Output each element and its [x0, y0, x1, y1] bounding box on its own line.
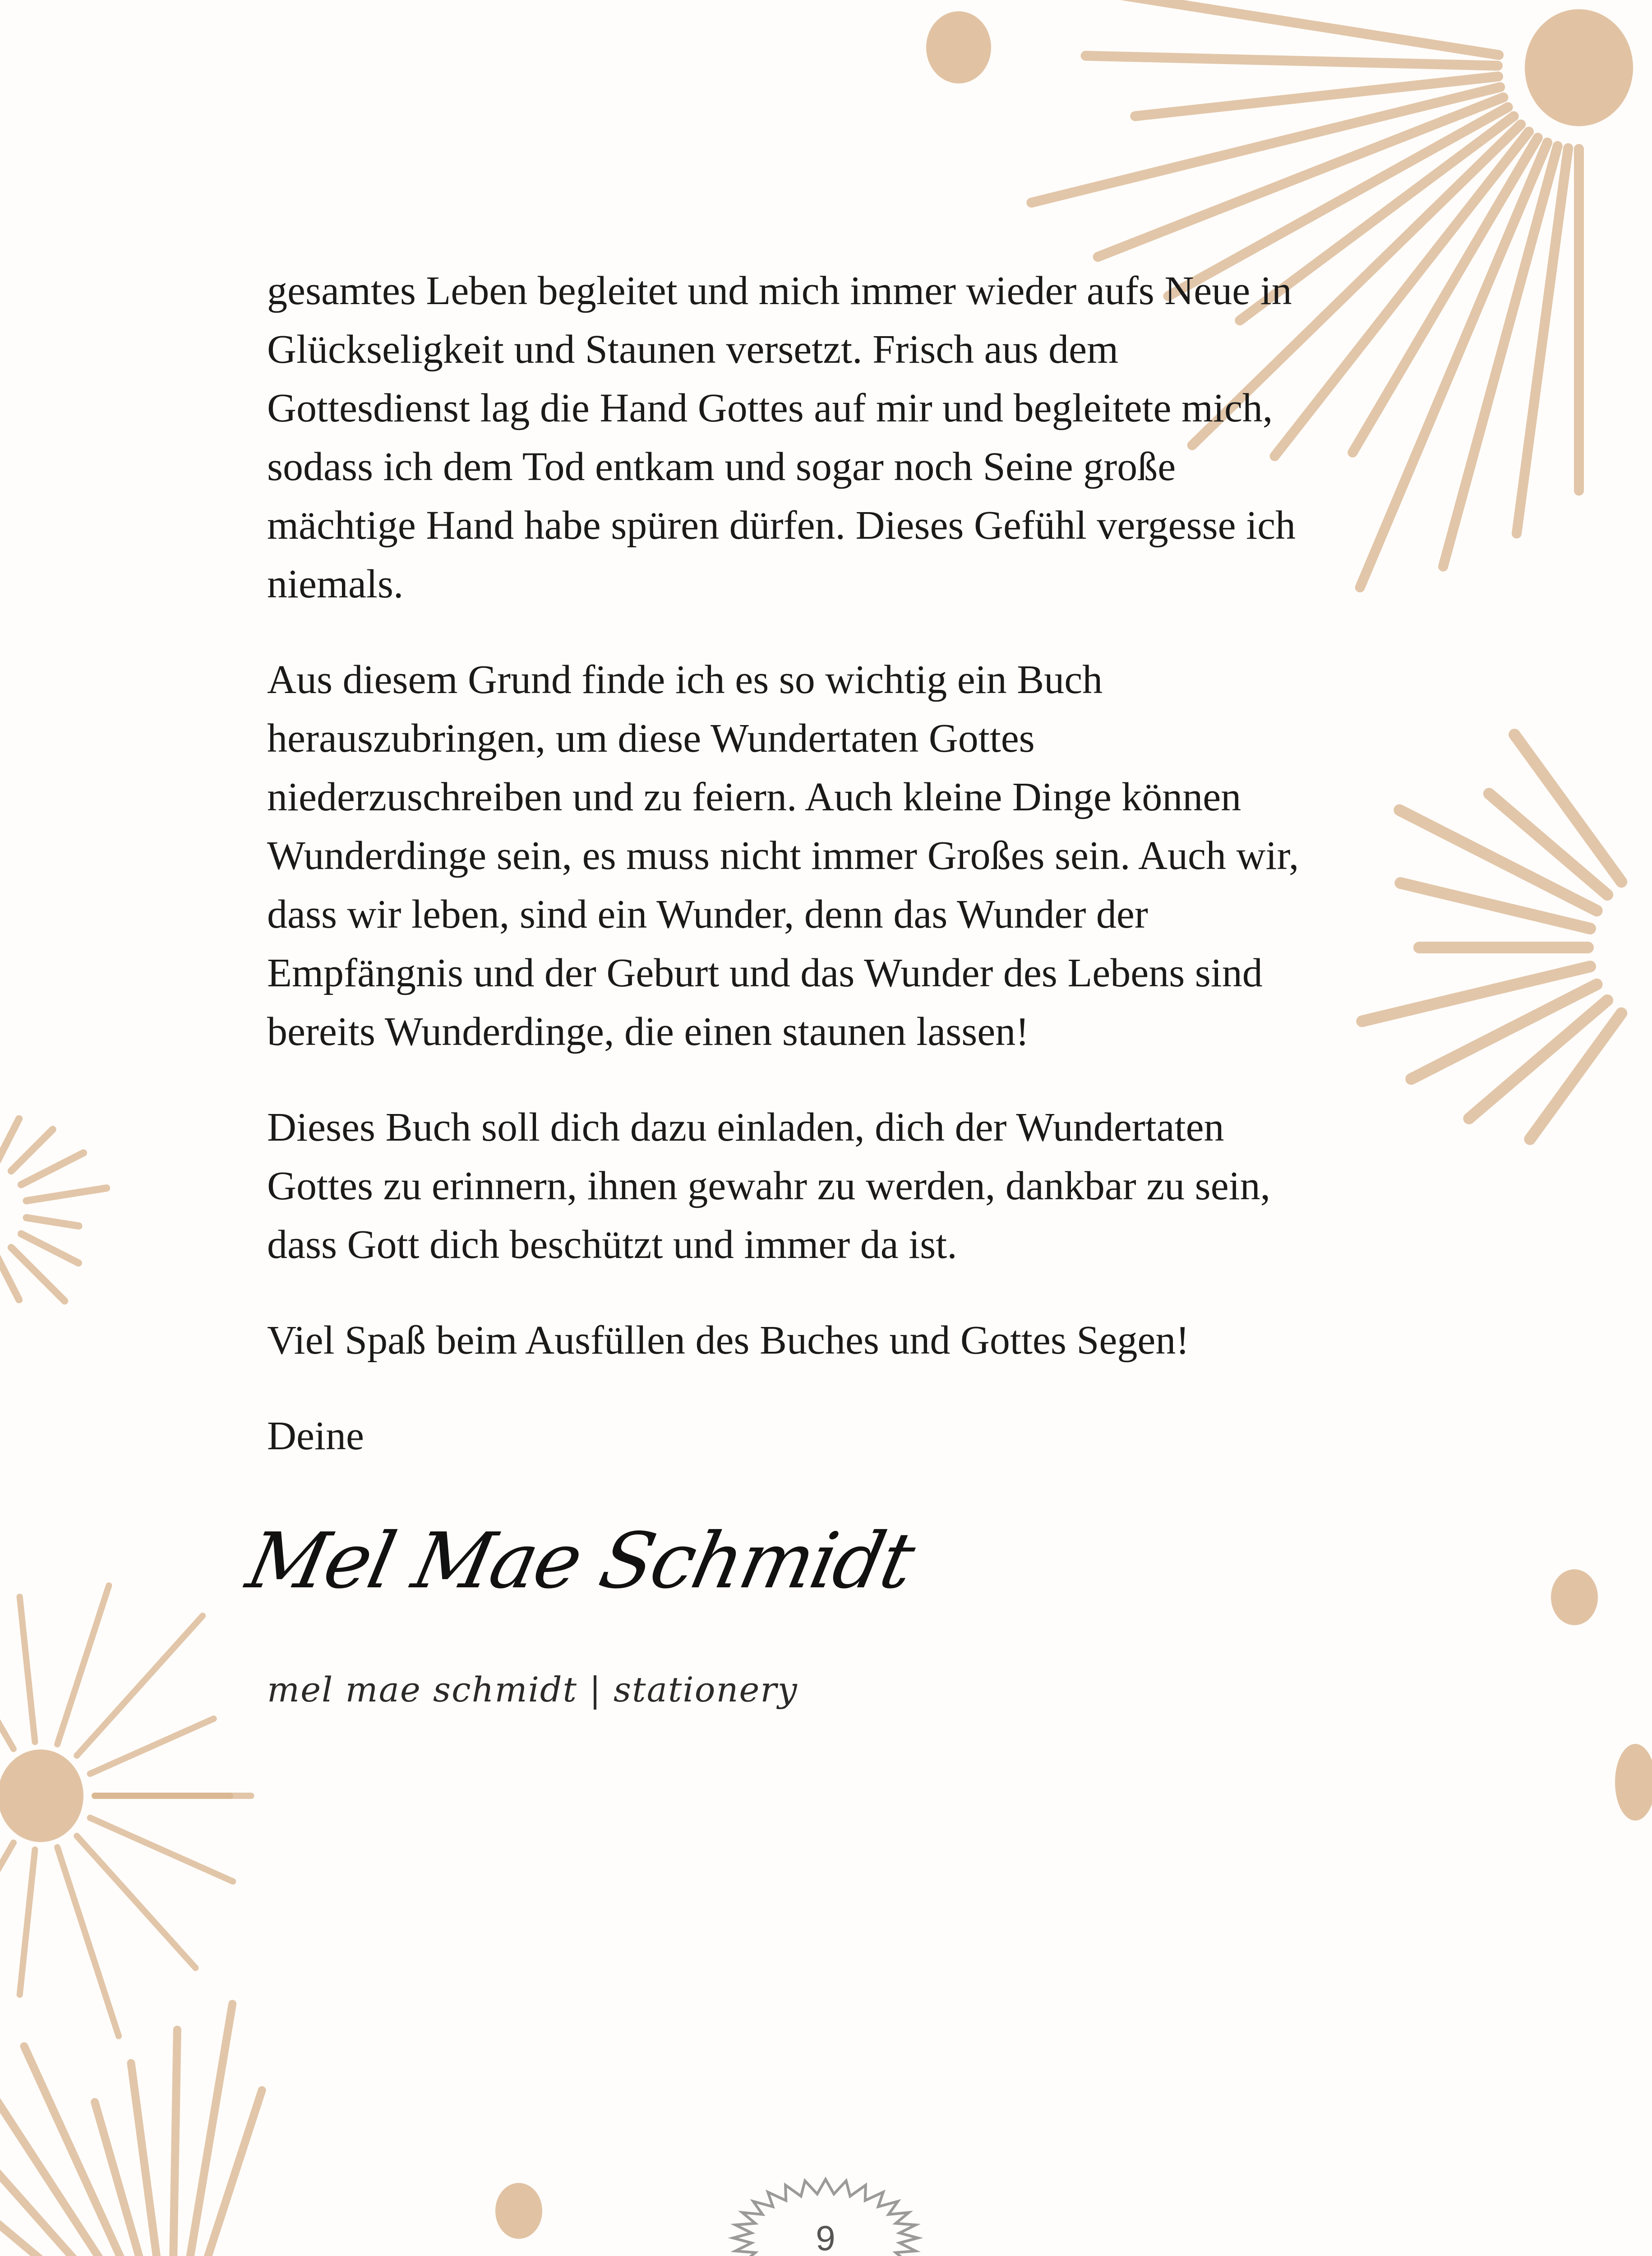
- closing-word: Deine: [267, 1414, 364, 1458]
- paragraph-2: Aus diesem Grund finde ich es so wichtig ein Buch herauszubringen, um diese Wundertaten Gottes niederzuschreiben und zu feiern. Auch kleine Dinge können Wunderdinge sein, es muss nicht immer Großes sein. Auch wir, dass wir leben, sind ein Wunder, denn das Wunder der Empfängnis und der Geburt und das Wunder des Lebens sind bereits Wunderdinge, die einen staunen lassen!: [267, 657, 1299, 1054]
- paragraph-3: Dieses Buch soll dich dazu einladen, dich der Wundertaten Gottes zu erinnern, ihnen gewahr zu werden, dankbar zu sein, dass Gott dich beschützt und immer da ist.: [267, 1105, 1271, 1267]
- signature: Mel Mae Schmidt: [240, 1516, 921, 1606]
- letter-body: [267, 262, 1413, 1502]
- brand-line: mel mae schmidt | stationery: [267, 1669, 798, 1710]
- paragraph-4: Viel Spaß beim Ausfüllen des Buches und Gottes Segen!: [267, 1318, 1190, 1363]
- paragraph-1: gesamtes Leben begleitet und mich immer wieder aufs Neue in Glückseligkeit und Staunen versetzt. Frisch aus dem Gottesdienst lag die Hand Gottes auf mir und begleitete mich, sodass ich dem Tod entkam und sogar noch Seine große mächtige Hand habe spüren dürfen. Dieses Gefühl vergesse ich niemals.: [267, 268, 1296, 606]
- page-number: 9: [816, 2218, 835, 2256]
